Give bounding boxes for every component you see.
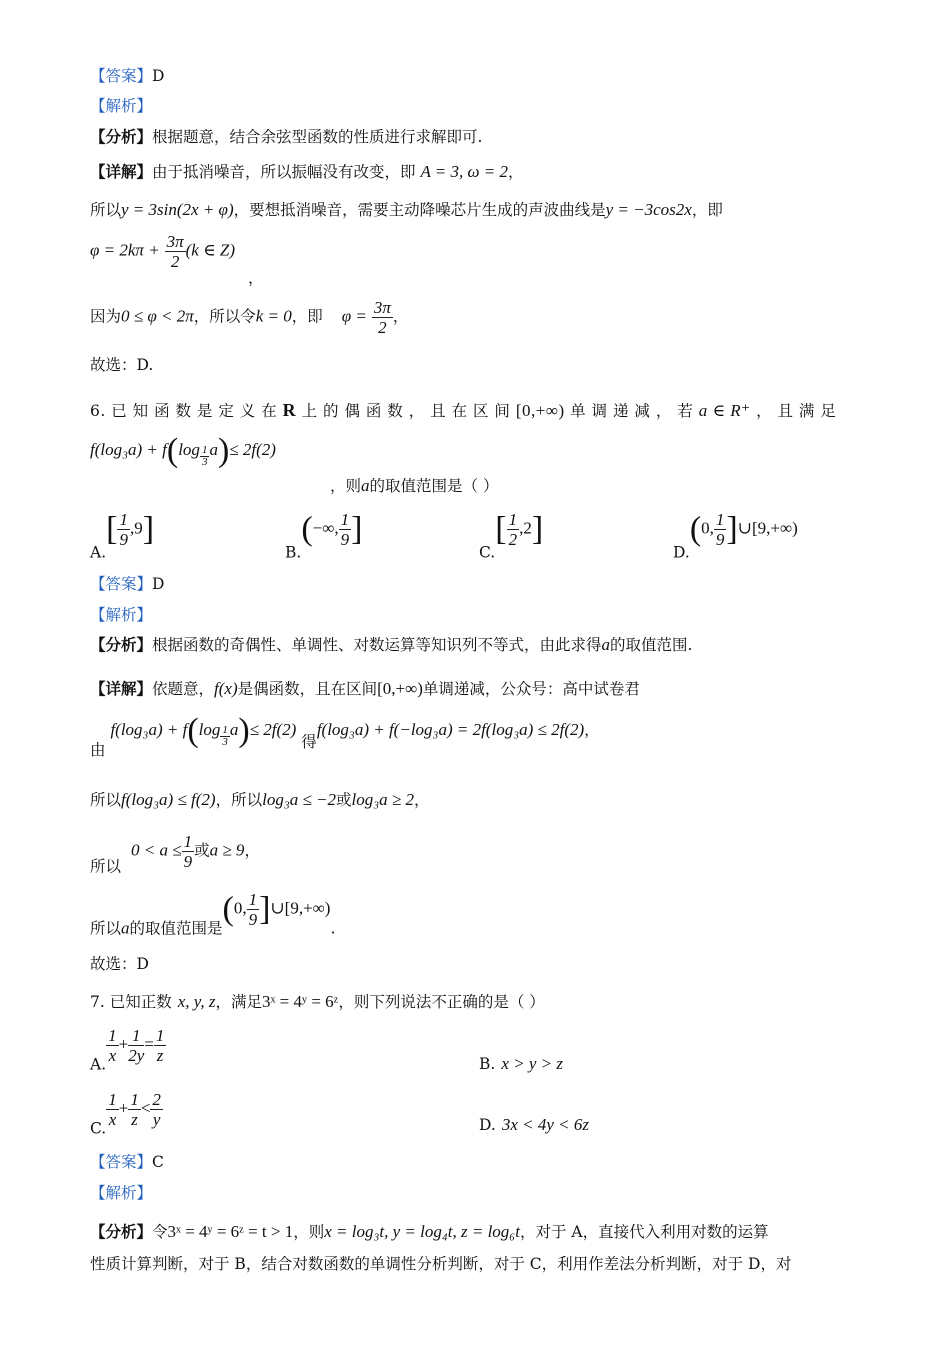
bracket: ]: [351, 510, 363, 548]
q7-option-a[interactable]: [90, 1026, 166, 1074]
fraction: [182, 832, 195, 871]
fraction-sub: [200, 445, 210, 468]
fenxi-tag: 【分析】: [90, 127, 153, 146]
punct: ，: [414, 791, 430, 809]
math: f(log₃a) ≤ f(2): [121, 790, 216, 809]
math-ineq-c: ≤ 2f(2): [229, 440, 276, 459]
answer-value: D: [152, 575, 165, 593]
math-R: R: [282, 400, 297, 420]
fraction: [128, 1026, 144, 1065]
q5-fenxi-line: [90, 127, 482, 147]
text: ，所以: [215, 791, 263, 809]
text: ，则: [293, 1223, 325, 1241]
q7-option-c[interactable]: [90, 1090, 163, 1138]
q6-suoyi3-line: [90, 890, 335, 939]
fraction: [150, 1090, 163, 1129]
math: 0 < a ≤: [131, 840, 182, 860]
q6-stem-line3: [330, 476, 498, 496]
analysis-tag: 【解析】: [90, 606, 153, 624]
bracket: (: [689, 510, 702, 548]
text: 单调递减，公众号：高中试卷君: [422, 680, 640, 698]
math: ∪[9,+∞): [270, 898, 331, 918]
option-label: B.: [479, 1055, 496, 1073]
denominator: 9: [183, 852, 193, 871]
q6-stem-line1: [90, 400, 836, 421]
denominator: 9: [715, 530, 725, 549]
numerator: 3π: [166, 232, 184, 251]
numerator: 1: [108, 1026, 117, 1045]
denominator: 9: [248, 910, 258, 929]
numerator: 1: [108, 1090, 117, 1109]
text: 上 的 偶 函 数 ， 且 在 区 间: [301, 402, 511, 420]
numerator: 1: [130, 1090, 139, 1109]
math-fx: f(x): [214, 679, 238, 698]
text: ，即: [291, 307, 323, 326]
text: ，则下列说法不正确的是（ ）: [338, 993, 545, 1011]
math-eq: 3ˣ = 4ʸ = 6ᶻ: [262, 992, 339, 1011]
fraction-sub: [220, 725, 230, 748]
option-label: C.: [90, 1119, 107, 1138]
text: 是偶函数，且在区间: [237, 680, 378, 698]
math: ≤ 2f(2): [249, 720, 297, 739]
fenxi-tag: 【分析】: [90, 1222, 153, 1241]
denominator: 2: [508, 530, 518, 549]
numerator: 1: [128, 1026, 144, 1046]
option-label: B.: [285, 543, 302, 562]
math-interval: [0,+∞): [377, 679, 423, 698]
punct: ，: [508, 163, 524, 181]
paren: (: [166, 432, 179, 469]
q7-answer-line: [90, 1152, 164, 1172]
bracket: ]: [259, 890, 271, 928]
math: x = log₃t, y = log₄t, z = log₆t: [324, 1222, 520, 1241]
q5-suoyi-line: [90, 200, 723, 220]
math: x > y > z: [501, 1054, 563, 1073]
paren: ): [217, 432, 230, 469]
text: ，对于 A，直接代入利用对数的运算: [519, 1223, 769, 1241]
punct: ，: [392, 307, 409, 326]
bracket: ]: [726, 510, 738, 548]
denominator: 2: [170, 252, 180, 271]
numerator: 1: [119, 510, 128, 529]
math-a-in-R: a ∈ R⁺: [698, 401, 751, 420]
text: 根据函数的奇偶性、单调性、对数运算等知识列不等式，由此求得: [152, 636, 602, 654]
math-A-omega: A = 3, ω = 2: [420, 162, 508, 181]
q5-xiangjie-line: [90, 162, 524, 182]
q7-option-d[interactable]: [479, 1115, 589, 1135]
numerator: 1: [715, 510, 725, 529]
q5-answer-line: [90, 66, 164, 86]
denominator: z: [156, 1046, 164, 1065]
math: 3x < 4y < 6z: [501, 1115, 589, 1134]
fraction: [128, 1090, 141, 1129]
answer-tag: 【答案】: [90, 1153, 153, 1171]
denominator: 9: [119, 530, 128, 549]
text: 单 调 递 减 ， 若: [570, 402, 694, 420]
q5-guxuan: 故选：D.: [90, 356, 154, 374]
answer-value: C: [152, 1153, 164, 1171]
math: ∪[9,+∞): [737, 518, 798, 538]
bracket: ]: [531, 510, 544, 548]
fraction: [339, 510, 352, 549]
punct: ，: [584, 721, 600, 739]
fraction: [165, 232, 186, 271]
fraction: [507, 510, 520, 549]
text: 依题意，: [152, 680, 215, 698]
q7-fenxi-line: [90, 1222, 769, 1242]
paren: (: [187, 712, 199, 749]
text: ， 且 满 足: [756, 402, 837, 420]
q6-stem-line2: [90, 432, 276, 469]
punct: .: [330, 919, 336, 938]
math: ,2: [519, 518, 532, 538]
text: ，即: [691, 201, 723, 219]
punct: ，: [244, 841, 260, 860]
math: +: [118, 1098, 129, 1118]
math-eq: f(log₃a) + f(−log₃a) = 2f(log₃a) ≤ 2f(2): [316, 720, 585, 739]
denominator: 3: [222, 736, 228, 748]
text: 或: [194, 841, 210, 860]
math-interval: [0,+∞): [515, 401, 565, 420]
text: ，则: [330, 477, 362, 495]
option-label: A.: [90, 543, 107, 562]
math-range: 0 ≤ φ < 2π: [121, 306, 194, 326]
numerator: 1: [508, 510, 518, 529]
q5-comma: [90, 268, 264, 288]
fraction: [106, 1090, 119, 1129]
q6-suoyi2-line: [90, 832, 260, 877]
math-a: a: [601, 635, 611, 654]
analysis-tag: 【解析】: [90, 97, 153, 115]
math-a: a: [229, 720, 239, 739]
math: ,9: [129, 518, 143, 538]
text: 所以: [90, 201, 122, 219]
text: 或: [336, 791, 352, 809]
text: ，满足: [215, 993, 263, 1011]
q6-xiangjie-line: [90, 679, 640, 699]
denominator: y: [152, 1110, 161, 1129]
q5-phi-line: [90, 232, 235, 271]
text: 令: [152, 1223, 168, 1241]
math-a: a: [121, 918, 130, 938]
paren: ): [238, 712, 250, 749]
answer-tag: 【答案】: [90, 575, 153, 593]
text: 的取值范围是: [129, 919, 223, 938]
math: log₃a ≥ 2: [351, 790, 415, 809]
math-a: a: [361, 476, 370, 495]
text: 所以: [90, 857, 122, 876]
q6-you-line: [90, 712, 600, 760]
fenxi-tag: 【分析】: [90, 635, 153, 654]
denominator: 2: [378, 318, 387, 337]
bracket: (: [301, 510, 313, 548]
xiangjie-tag: 【详解】: [90, 679, 153, 698]
q6-option-c[interactable]: [479, 510, 543, 562]
math: a ≥ 9: [209, 840, 245, 860]
fraction: [106, 1026, 119, 1065]
denominator: 2y: [128, 1046, 145, 1065]
q7-option-b[interactable]: [479, 1054, 563, 1074]
q6-suoyi1-line: [90, 790, 430, 810]
numerator: 3π: [373, 298, 391, 317]
fraction: [247, 890, 260, 929]
q6-option-b[interactable]: [285, 510, 362, 562]
numerator: 2: [152, 1090, 161, 1109]
math: 0,: [701, 518, 714, 538]
math-y-cos: y = −3cos2x: [605, 200, 692, 219]
math-ineq-a: f(log₃a) + f: [90, 440, 167, 459]
numerator: 1: [248, 890, 258, 909]
q7-analysis-line: [90, 1183, 152, 1203]
xiangjie-text: 由于抵消噪音，所以振幅没有改变，即: [152, 163, 416, 181]
math-phi-a: φ = 2kπ +: [90, 240, 160, 260]
text: 的取值范围.: [610, 636, 693, 654]
numerator: 1: [340, 510, 350, 529]
analysis-tag: 【解析】: [90, 1184, 153, 1202]
bracket: (: [222, 890, 234, 928]
option-label: D.: [479, 1116, 496, 1134]
text: 所以: [90, 919, 122, 938]
math: +: [118, 1034, 129, 1054]
bracket: [: [106, 510, 118, 548]
text: 由: [90, 741, 106, 759]
math-log: log: [178, 440, 200, 459]
answer-value: D: [152, 67, 165, 85]
q6-analysis-line: [90, 605, 152, 625]
fraction: [117, 510, 130, 549]
denominator: 3: [201, 456, 208, 468]
fenxi-text: 根据题意，结合余弦型函数的性质进行求解即可.: [152, 128, 483, 146]
math: 0,: [233, 898, 247, 918]
denominator: z: [131, 1110, 138, 1129]
q7-stem: [90, 992, 545, 1012]
fraction: [372, 298, 393, 337]
option-label: D.: [673, 543, 690, 562]
text: ，所以令: [193, 307, 256, 326]
text: 所以: [90, 791, 122, 809]
math-a: a: [209, 440, 218, 459]
punct: ，: [248, 269, 264, 287]
math: −∞,: [312, 518, 339, 538]
option-label: C.: [479, 543, 496, 562]
xiangjie-tag: 【详解】: [90, 162, 153, 181]
math-k: k = 0: [255, 306, 292, 326]
math-log: log: [198, 720, 221, 739]
math-xyz: x, y, z: [177, 992, 216, 1011]
math: <: [140, 1098, 151, 1118]
text: 的取值范围是（ ）: [369, 477, 499, 495]
q7-fenxi-line2: 性质计算判断，对于 B，结合对数函数的单调性分析判断，对于 C，利用作差法分析判断，对于 D，对: [90, 1255, 792, 1273]
numerator: 1: [201, 444, 208, 456]
math: log₃a ≤ −2: [262, 790, 337, 809]
q6-option-d[interactable]: [673, 510, 798, 562]
q6-fenxi-line: [90, 635, 692, 655]
answer-tag: 【答案】: [90, 67, 153, 85]
denominator: 9: [340, 530, 350, 549]
q6-option-a[interactable]: [90, 510, 154, 562]
q6-answer-line: [90, 574, 164, 594]
math-y-sin: y = 3sin(2x + φ): [121, 200, 234, 219]
text: 7. 已知正数: [90, 993, 172, 1011]
math-phi2: φ =: [341, 306, 367, 326]
fraction: [714, 510, 727, 549]
numerator: 1: [183, 832, 193, 851]
text: 6. 已 知 函 数 是 定 义 在: [90, 402, 278, 420]
bracket: [: [495, 510, 507, 548]
q6-guxuan: 故选：D: [90, 955, 149, 973]
text: ，要想抵消噪音，需要主动降噪芯片生成的声波曲线是: [233, 201, 606, 219]
q5-yinwei-line: [90, 298, 408, 337]
denominator: x: [108, 1110, 117, 1129]
text: 因为: [90, 307, 122, 326]
numerator: 1: [155, 1026, 165, 1045]
bracket: ]: [142, 510, 155, 548]
math: 3ˣ = 4ʸ = 6ᶻ = t > 1: [167, 1222, 294, 1241]
numerator: 1: [222, 724, 228, 736]
math-phi-b: (k ∈ Z): [185, 240, 236, 260]
q5-analysis-line: [90, 96, 152, 116]
math: =: [144, 1034, 154, 1054]
denominator: x: [108, 1046, 117, 1065]
fraction: [154, 1026, 167, 1065]
math: f(log₃a) + f: [110, 720, 188, 739]
text: 得: [301, 733, 317, 751]
option-label: A.: [90, 1055, 107, 1074]
